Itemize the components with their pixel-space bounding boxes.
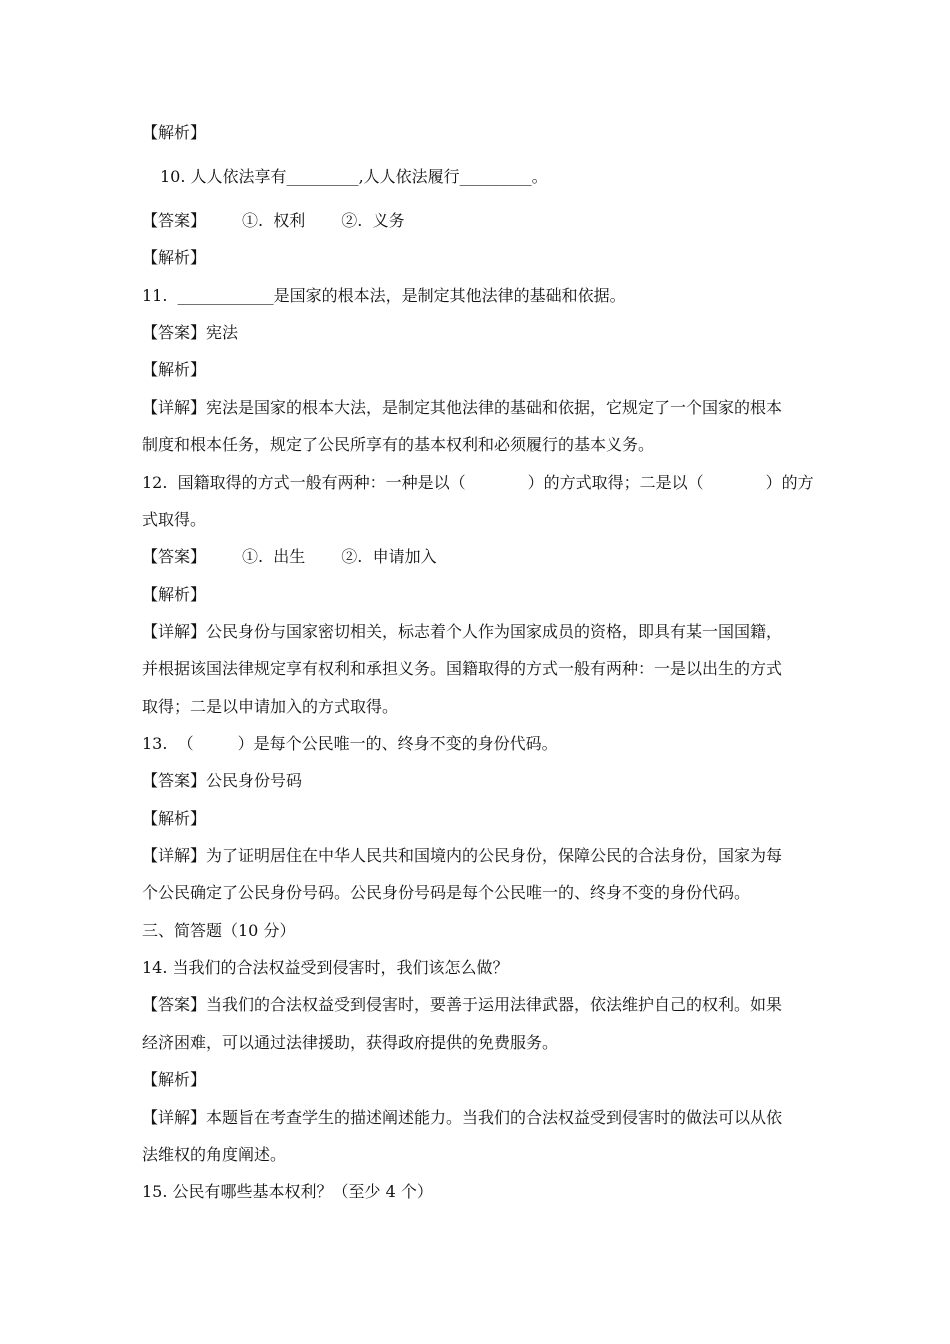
answer-13: 【答案】公民身份号码 [142,771,303,790]
question-12 [142,472,822,494]
answer-label: 【答案】 [142,211,207,230]
detail-14-line-1: 【详解】本题旨在考查学生的描述阐述能力。当我们的合法权益受到侵害时的做法可以从依 [142,1108,783,1127]
answer-11: 【答案】宪法 [142,323,239,342]
detail-12-line-1: 【详解】公民身份与国家密切相关，标志着个人作为国家成员的资格，即具有某一国国籍， [142,622,783,641]
analysis-label: 【解析】 [142,1070,207,1089]
analysis-label: 【解析】 [142,360,207,379]
detail-13-line-2: 个公民确定了公民身份号码。公民身份号码是每个公民唯一的、终身不变的身份代码。 [142,883,751,902]
question-text: 。 [531,167,548,186]
answer-value: 出生 [273,547,306,566]
question-text: （ [177,734,194,753]
fill-blank: ____________ [177,286,274,305]
answer-14-line-2: 经济困难，可以通过法律援助，获得政府提供的免费服务。 [142,1033,559,1052]
analysis-label: 【解析】 [142,809,207,828]
question-12-cont: 式取得。 [142,510,207,529]
answer-index: ②. [341,211,363,230]
fill-blank: _________ [286,167,359,186]
answer-value: 权利 [273,211,306,230]
question-10 [160,166,840,188]
question-11 [142,285,822,307]
detail-11-line-1: 【详解】宪法是国家的根本大法，是制定其他法律的基础和依据，它规定了一个国家的根本 [142,398,783,417]
question-text: 人人依法享有 [190,167,287,186]
detail-12-line-3: 取得；二是以申请加入的方式取得。 [142,697,399,716]
question-text: 国籍取得的方式一般有两种：一种是以（ [177,473,466,492]
question-text: ）的方 [765,473,814,492]
question-number: 12. [142,473,168,492]
question-15: 15. 公民有哪些基本权利？（至少 4 个） [142,1182,433,1201]
answer-12 [142,546,822,568]
question-14: 14. 当我们的合法权益受到侵害时，我们该怎么做？ [142,958,509,977]
analysis-label: 【解析】 [142,248,207,267]
answer-value: 义务 [372,211,405,230]
question-text: 是国家的根本法，是制定其他法律的基础和依据。 [273,286,626,305]
section-heading: 三、简答题（10 分） [142,921,296,940]
detail-11-line-2: 制度和根本任务，规定了公民所享有的基本权利和必须履行的基本义务。 [142,435,655,454]
answer-10 [142,210,822,232]
detail-13-line-1: 【详解】为了证明居住在中华人民共和国境内的公民身份，保障公民的合法身份，国家为每 [142,846,783,865]
answer-value: 申请加入 [372,547,437,566]
answer-index: ①. [242,547,264,566]
question-number: 10. [160,167,186,186]
question-text: ）是每个公民唯一的、终身不变的身份代码。 [237,734,558,753]
fill-blank: _________ [459,167,532,186]
detail-14-line-2: 法维权的角度阐述。 [142,1145,287,1164]
question-number: 13. [142,734,168,753]
detail-12-line-2: 并根据该国法律规定享有权利和承担义务。国籍取得的方式一般有两种：一是以出生的方式 [142,659,783,678]
answer-label: 【答案】 [142,547,207,566]
answer-14-line-1: 【答案】当我们的合法权益受到侵害时，要善于运用法律武器，依法维护自己的权利。如果 [142,995,783,1014]
answer-index: ②. [341,547,363,566]
question-number: 11. [142,286,168,305]
question-text: ,人人依法履行 [358,167,460,186]
question-13 [142,733,822,755]
question-text: ）的方式取得；二是以（ [527,473,704,492]
answer-index: ①. [242,211,264,230]
analysis-label: 【解析】 [142,123,207,142]
analysis-label: 【解析】 [142,585,207,604]
